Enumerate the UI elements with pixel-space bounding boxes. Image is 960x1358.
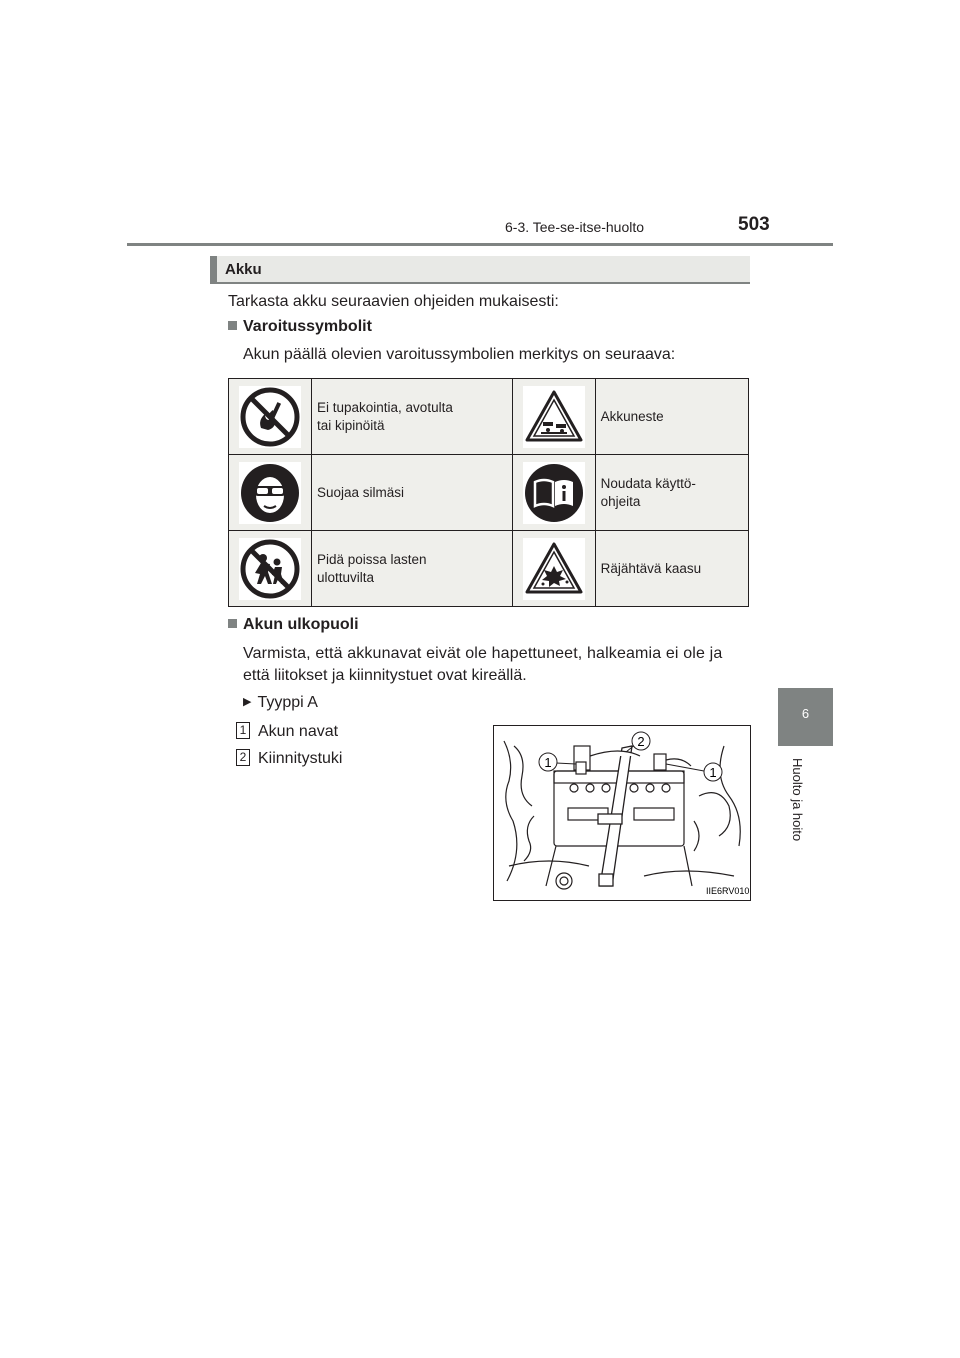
battery-drawing	[494, 726, 750, 900]
figure-code: IIE6RV010	[706, 886, 750, 896]
warning-symbols-description: Akun päällä olevien varoitussymbolien merkitys on seuraava:	[243, 346, 676, 363]
exterior-heading-text: Akun ulkopuoli	[243, 616, 359, 633]
table-cell-label	[595, 379, 748, 455]
symbol-label-line: Räjähtävä kaasu	[600, 560, 702, 576]
warning-symbols-table	[228, 378, 749, 607]
exterior-line: että liitokset ja kiinnitystuet ovat kireällä.	[243, 667, 527, 684]
bullet-square-icon	[228, 619, 237, 628]
symbol-label-line: Ei tupakointia, avotulta	[317, 399, 453, 415]
callout-1-right: 1	[709, 765, 717, 780]
header-divider	[127, 243, 833, 246]
exterior-line: Varmista, että akkunavat eivät ole hapettuneet, halkeamia ei ole ja	[243, 645, 723, 662]
corrosive-icon	[523, 386, 585, 448]
triangle-bullet-icon: ▶	[243, 696, 252, 708]
table-cell-label	[595, 455, 748, 531]
exterior-heading	[228, 616, 359, 634]
keep-away-children-icon	[239, 538, 301, 600]
table-row	[229, 531, 749, 607]
section-heading	[210, 256, 750, 284]
callout-2: 2	[637, 734, 645, 749]
legend-number: 1	[236, 722, 250, 739]
type-label-text: Tyyppi A	[257, 694, 318, 711]
symbol-label-line: ulottuvilta	[317, 569, 375, 585]
warning-symbols-heading-text: Varoitussymbolit	[243, 318, 372, 335]
eye-protection-icon	[239, 462, 301, 524]
section-title: Akku	[225, 261, 262, 278]
legend-number: 2	[236, 749, 250, 766]
table-cell-label	[312, 531, 513, 607]
exterior-paragraph	[243, 643, 753, 687]
explosive-gas-icon	[523, 538, 585, 600]
table-row	[229, 455, 749, 531]
table-cell-label	[312, 455, 513, 531]
legend-label: Akun navat	[258, 723, 339, 740]
read-manual-icon	[523, 462, 585, 524]
callout-1-left: 1	[544, 755, 552, 770]
table-cell-icon	[512, 531, 595, 607]
symbol-label-line: tai kipinöitä	[317, 417, 385, 433]
intro-text: Tarkasta akku seuraavien ohjeiden mukaisesti:	[228, 293, 559, 310]
table-cell-icon	[229, 531, 312, 607]
chapter-tab	[778, 688, 833, 746]
chapter-label: Huolto ja hoito	[790, 758, 805, 842]
table-cell-icon	[512, 455, 595, 531]
table-cell-icon	[512, 379, 595, 455]
type-label	[243, 692, 318, 715]
legend-item	[236, 748, 342, 770]
battery-illustration	[493, 725, 751, 901]
chapter-number: 6	[801, 706, 810, 721]
table-cell-label	[312, 379, 513, 455]
symbol-label-line: Pidä poissa lasten	[317, 551, 427, 567]
symbol-label-line: Noudata käyttö-	[600, 475, 696, 491]
table-cell-icon	[229, 379, 312, 455]
running-header-section: 6-3. Tee-se-itse-huolto	[505, 219, 645, 235]
table-row	[229, 379, 749, 455]
table-cell-icon	[229, 455, 312, 531]
symbol-label-line: Akkuneste	[600, 408, 664, 424]
bullet-square-icon	[228, 321, 237, 330]
page-number: 503	[738, 214, 770, 235]
warning-symbols-heading	[228, 318, 372, 336]
table-cell-label	[595, 531, 748, 607]
no-smoking-flame-icon	[239, 386, 301, 448]
legend-label: Kiinnitystuki	[258, 750, 343, 767]
symbol-label-line: ohjeita	[600, 493, 641, 509]
section-marker	[210, 256, 217, 284]
symbol-label-line: Suojaa silmäsi	[317, 484, 405, 500]
legend-item	[236, 721, 338, 743]
